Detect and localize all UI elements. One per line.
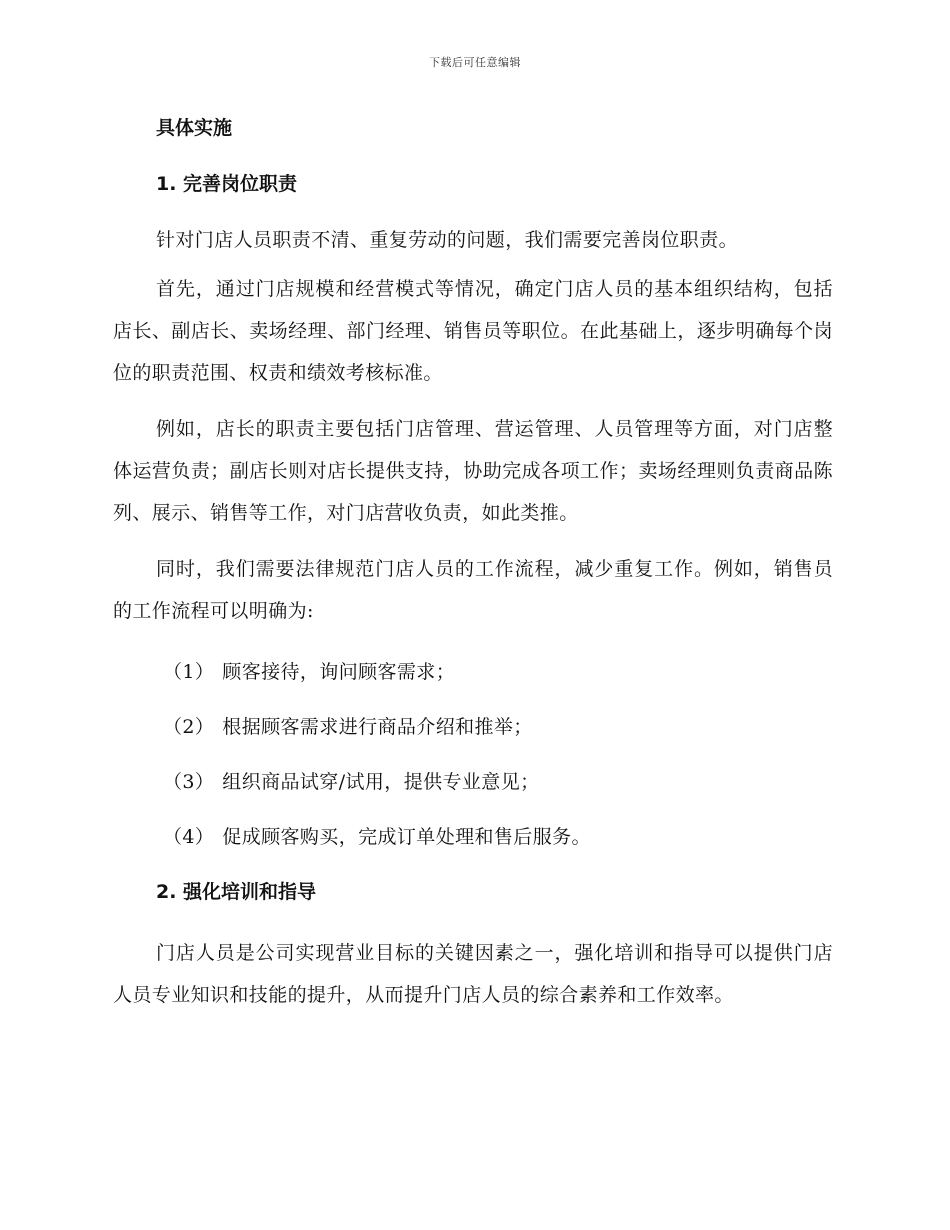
list-item [113, 821, 833, 853]
paragraph-4: 同时，我们需要法律规范门店人员的工作流程，减少重复工作。例如，销售员的工作流程可以明确为: [113, 558, 833, 622]
subsection-title-1: 1. 完善岗位职责 [156, 173, 298, 195]
list-item-number: （3） [163, 771, 215, 793]
paragraph-1: 针对门店人员职责不清、重复劳动的问题，我们需要完善岗位职责。 [156, 229, 739, 251]
list-item-text: 组织商品试穿/试用，提供专业意见； [222, 771, 540, 793]
list-item-number: （1） [163, 661, 215, 683]
paragraph-2: 首先，通过门店规模和经营模式等情况，确定门店人员的基本组织结构，包括店长、副店长、卖场经理、部门经理、销售员等职位。在此基础上，逐步明确每个岗位的职责范围、权责和绩效考核标准。 [113, 278, 833, 384]
paragraph-3: 例如，店长的职责主要包括门店管理、营运管理、人员管理等方面，对门店整体运营负责；副店长则对店长提供支持，协助完成各项工作；卖场经理则负责商品陈列、展示、销售等工作，对门店营收负责，如此类推。 [113, 418, 833, 524]
list-item-number: （4） [163, 826, 215, 848]
list-item-text: 根据顾客需求进行商品介绍和推举； [222, 716, 533, 738]
subsection-title-2: 2. 强化培训和指导 [156, 881, 317, 903]
list-item [113, 766, 833, 798]
paragraph-5: 门店人员是公司实现营业目标的关键因素之一，强化培训和指导可以提供门店人员专业知识和技能的提升，从而提升门店人员的综合素养和工作效率。 [113, 942, 833, 1006]
list-item-number: （2） [163, 716, 215, 738]
page-header-note: 下载后可任意编辑 [429, 56, 521, 69]
list-item [113, 711, 833, 743]
document-body [113, 112, 833, 1030]
list-item-text: 促成顾客购买，完成订单处理和售后服务。 [222, 826, 591, 848]
list-item [113, 656, 833, 688]
list-item-text: 顾客接待，询问顾客需求； [222, 661, 456, 683]
section-title: 具体实施 [156, 117, 233, 139]
